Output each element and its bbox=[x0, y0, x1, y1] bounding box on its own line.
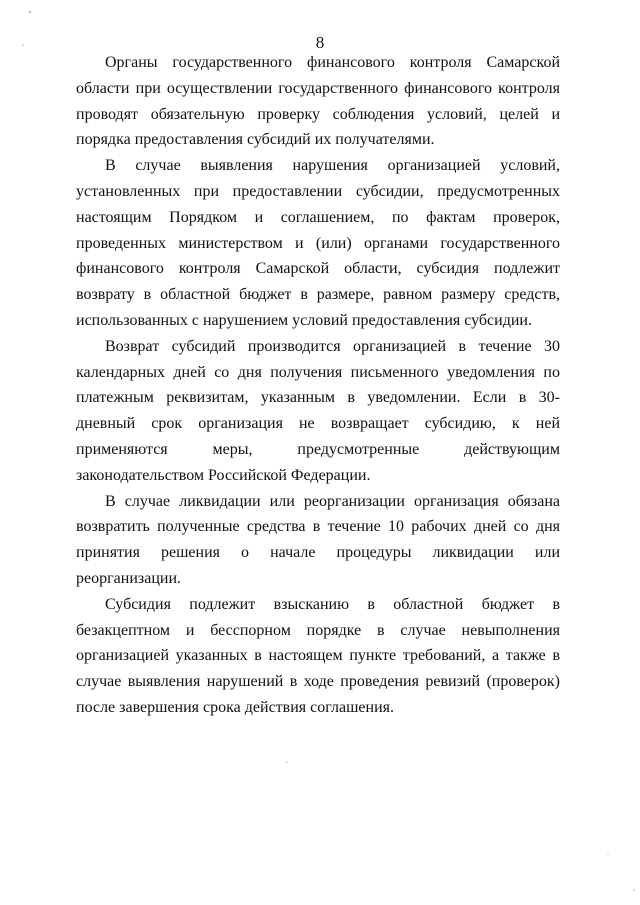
paragraph-return-procedure: Возврат субсидий производится организацией в течение 30 календарных дней со дня получения письменного уведомления по платежным реквизитам, указанным в уведомлении. Если в 30-дневный срок организация не возвращает субсидию, к ней применяются меры, предусмотренные действующим законодательством Российской Федерации. bbox=[76, 337, 560, 484]
document-body bbox=[76, 50, 560, 721]
paragraph-financial-control: Органы государственного финансового контроля Самарской области при осуществлении государственного финансового контроля проводят обязательную проверку соблюдения условий, целей и порядка предоставления субсидий их получателями. bbox=[76, 54, 560, 149]
paragraph-recovery: Субсидия подлежит взысканию в областной бюджет в безакцептном и бесспорном порядке в случае невыполнения организацией указанных в настоящем пункте требований, а также в случае выявления нарушений в ходе проведения ревизий (проверок) после завершения срока действия соглашения. bbox=[76, 595, 560, 716]
page-number: 8 bbox=[315, 33, 325, 52]
paragraph-violation-return: В случае выявления нарушения организацией условий, установленных при предоставлении субсидии, предусмотренных настоящим Порядком и соглашением, по фактам проверок, проведенных министерством и (или) органами государственного финансового контроля Самарской области, субсидия подлежит возврату в областной бюджет в размере, равном размеру средств, использованных с нарушением условий предоставления субсидии. bbox=[76, 157, 560, 329]
paragraph-liquidation: В случае ликвидации или реорганизации организация обязана возвратить полученные средства в течение 10 рабочих дней со дня принятия решения о начале процедуры ликвидации или реорганизации. bbox=[76, 492, 560, 587]
